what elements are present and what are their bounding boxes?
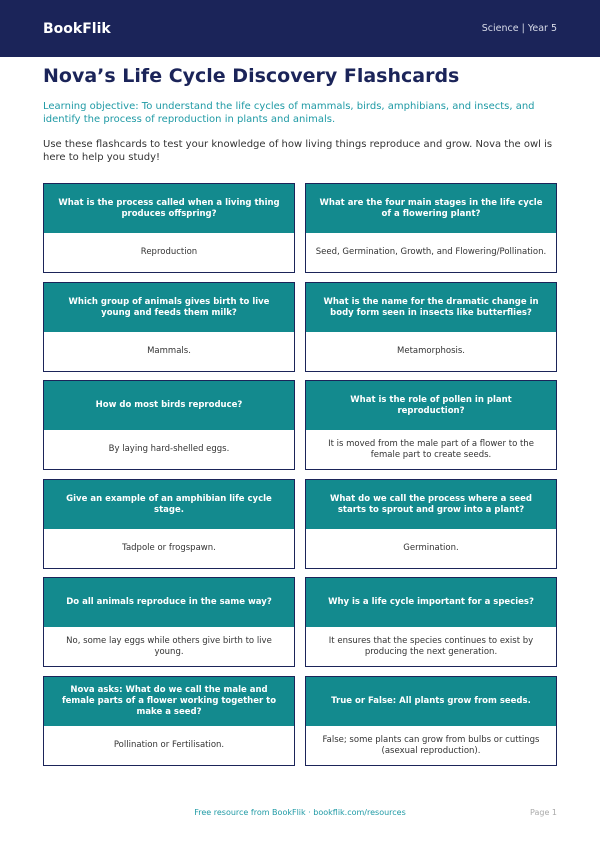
subject-year: Science | Year 5 [481,23,557,34]
flashcard-question: Which group of animals gives birth to live young and feeds them milk? [44,283,294,332]
flashcard-question: What is the name for the dramatic change in body form seen in insects like butterflies? [306,283,556,332]
flashcard-answer: Seed, Germination, Growth, and Flowering/Pollination. [315,247,547,257]
flashcard-answer: Mammals. [147,346,191,356]
flashcard[interactable] [305,282,557,372]
flashcard-answer: False; some plants can grow from bulbs or cuttings (asexual reproduction). [322,734,540,756]
flashcard[interactable] [43,479,295,569]
flashcard-question: True or False: All plants grow from seeds. [306,677,556,726]
page-number: Page 1 [530,808,557,817]
flashcard-answer: Pollination or Fertilisation. [113,740,225,750]
footer-link[interactable]: Free resource from BookFlik · bookflik.com/resources [194,808,406,817]
flashcard[interactable] [305,676,557,766]
flashcard-answer: It is moved from the male part of a flower to the female part to create seeds. [328,438,534,460]
flashcard-answer: Tadpole or frogspawn. [122,543,216,553]
flashcard[interactable] [43,183,295,273]
flashcard-answer: By laying hard-shelled eggs. [108,444,230,454]
top-bar [0,0,600,57]
flashcard[interactable] [305,479,557,569]
flashcard-question: Nova asks: What do we call the male and female parts of a flower working together to make a seed? [44,677,294,726]
page-title: Nova’s Life Cycle Discovery Flashcards [43,65,460,87]
flashcard-question: Why is a life cycle important for a species? [306,578,556,627]
intro-text: Use these flashcards to test your knowledge of how living things reproduce and grow. Nova the owl is here to help you study! [43,139,553,163]
flashcard-question: Do all animals reproduce in the same way? [44,578,294,627]
flashcard[interactable] [305,577,557,667]
learning-objective: Learning objective: To understand the life cycles of mammals, birds, amphibians, and insects, and identify the process of reproduction in plants and animals. [43,101,535,125]
flashcard-question: What is the role of pollen in plant reproduction? [306,381,556,430]
flashcard-question: Give an example of an amphibian life cycle stage. [44,480,294,529]
flashcard-answer: Reproduction [140,247,198,257]
flashcard-answer: Germination. [403,543,459,553]
brand-logo[interactable]: BookFlik [43,20,111,37]
flashcard-answer: Metamorphosis. [397,346,465,356]
flashcard-question: What is the process called when a living thing produces offspring? [44,184,294,233]
flashcard[interactable] [43,282,295,372]
flashcard[interactable] [43,676,295,766]
flashcard-question: What do we call the process where a seed starts to sprout and grow into a plant? [306,480,556,529]
flashcard[interactable] [43,577,295,667]
flashcard[interactable] [43,380,295,470]
flashcard-answer: No, some lay eggs while others give birth to live young. [66,635,272,657]
flashcard-question: How do most birds reproduce? [44,381,294,430]
flashcard[interactable] [305,380,557,470]
flashcard-answer: It ensures that the species continues to exist by producing the next generation. [328,635,534,657]
flashcard-question: What are the four main stages in the life cycle of a flowering plant? [306,184,556,233]
flashcard[interactable] [305,183,557,273]
